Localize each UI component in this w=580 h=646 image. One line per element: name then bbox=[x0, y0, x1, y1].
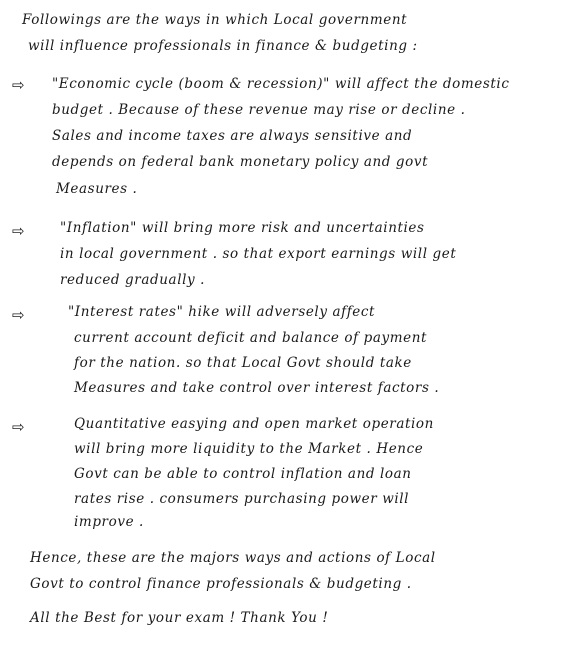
point-line: current account deficit and balance of payment bbox=[74, 330, 428, 346]
point-line: "Economic cycle (boom & recession)" will affect the domestic bbox=[52, 76, 510, 92]
point-line: budget . Because of these revenue may rise or decline . bbox=[52, 102, 466, 118]
point-line: reduced gradually . bbox=[60, 272, 206, 288]
conclusion-line: Govt to control finance professionals & budgeting . bbox=[30, 576, 412, 592]
point-line: for the nation. so that Local Govt should take bbox=[74, 355, 412, 371]
arrow-bullet-icon: ⇨ bbox=[12, 222, 25, 240]
point-line: depends on federal bank monetary policy and govt bbox=[52, 154, 429, 170]
intro-line: will influence professionals in finance & budgeting : bbox=[28, 38, 418, 54]
point-line: Measures . bbox=[56, 181, 138, 197]
point-line: in local government . so that export earnings will get bbox=[60, 246, 457, 262]
arrow-bullet-icon: ⇨ bbox=[12, 76, 25, 94]
arrow-bullet-icon: ⇨ bbox=[12, 306, 25, 324]
arrow-bullet-icon: ⇨ bbox=[12, 418, 25, 436]
point-line: Quantitative easying and open market operation bbox=[74, 416, 434, 432]
intro-line: Followings are the ways in which Local government bbox=[22, 12, 408, 28]
point-line: "Inflation" will bring more risk and uncertainties bbox=[60, 220, 425, 236]
point-line: Measures and take control over interest factors . bbox=[74, 380, 440, 396]
point-line: rates rise . consumers purchasing power will bbox=[74, 491, 410, 507]
conclusion-line: Hence, these are the majors ways and actions of Local bbox=[30, 550, 436, 566]
point-line: Govt can be able to control inflation and loan bbox=[74, 466, 412, 482]
point-line: Sales and income taxes are always sensitive and bbox=[52, 128, 413, 144]
closing-line: All the Best for your exam ! Thank You ! bbox=[30, 610, 329, 626]
point-line: "Interest rates" hike will adversely affect bbox=[68, 304, 376, 320]
point-line: will bring more liquidity to the Market . Hence bbox=[74, 441, 424, 457]
point-line: improve . bbox=[74, 514, 144, 530]
